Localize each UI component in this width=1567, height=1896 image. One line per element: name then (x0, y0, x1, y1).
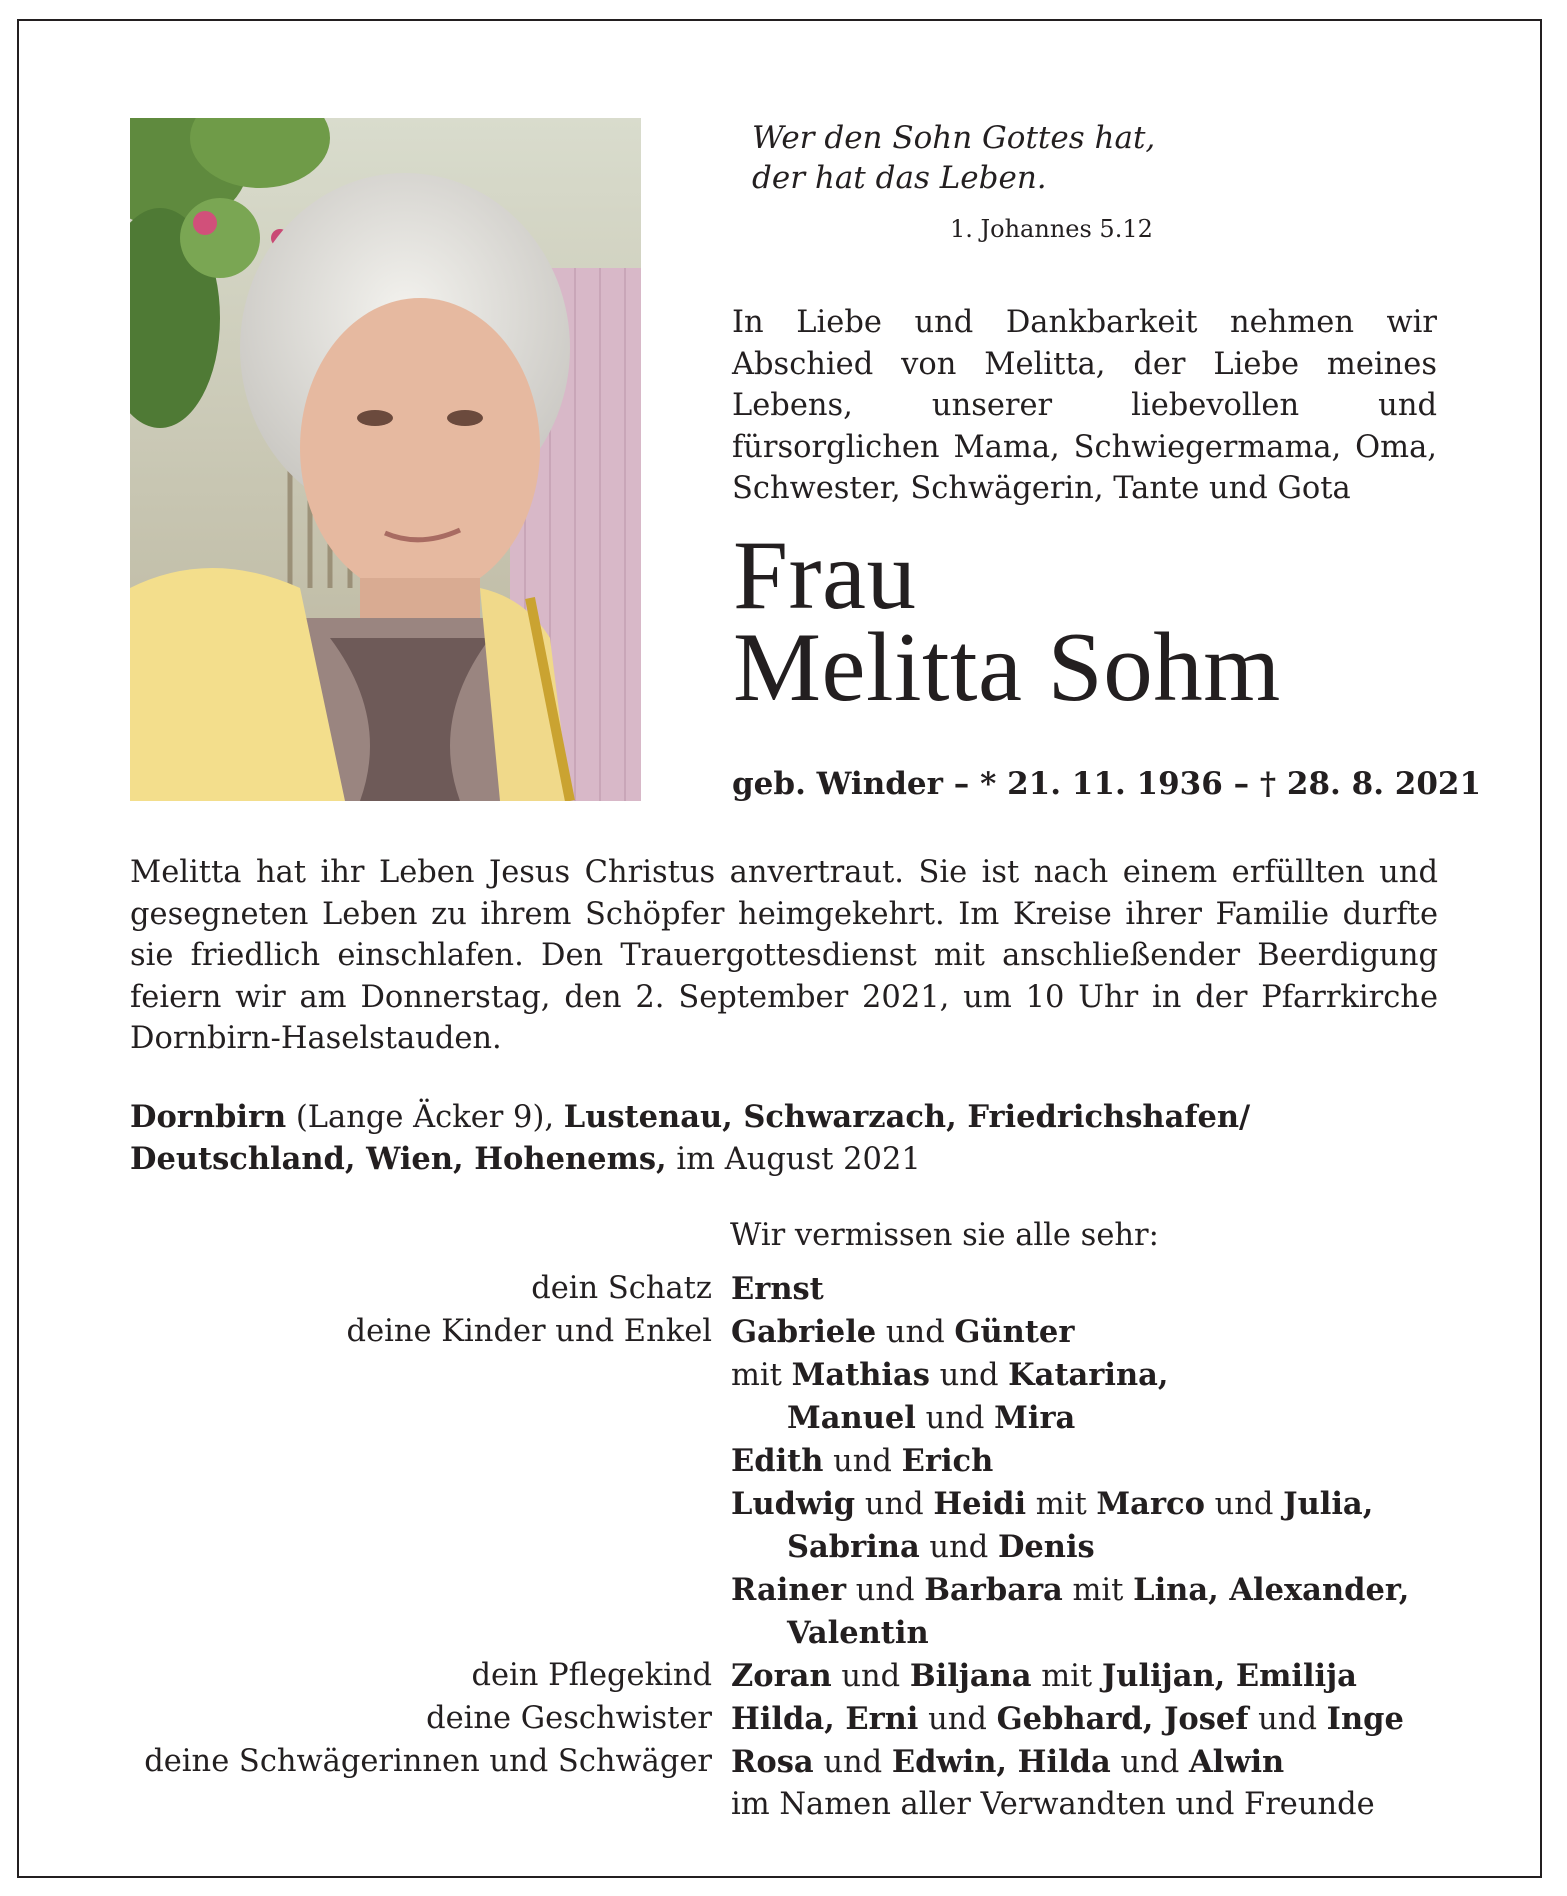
conjunction: mit (731, 1358, 782, 1393)
mourner-row (0, 1397, 1567, 1440)
mourner-label: deine Schwägerinnen und Schwäger (144, 1744, 712, 1779)
mourner-name: Katarina, (1008, 1357, 1169, 1393)
miss-line: Wir vermissen sie alle sehr: (730, 1218, 1159, 1253)
conjunction: mit (1035, 1487, 1087, 1522)
mourner-name: Edith (731, 1443, 824, 1479)
mourner-name: Mira (994, 1400, 1076, 1436)
conjunction: mit (1072, 1573, 1124, 1608)
intro-text: In Liebe und Dankbarkeit nehmen wir Abschied von Melitta, der Liebe meines Lebens, unserer liebevollen und fürsorglichen Mama, Schwiegermama, Oma, Schwester, Schwägerin, Tante und Gota (732, 305, 1437, 506)
mourner-name: Hilda, Erni (731, 1701, 919, 1737)
mourner-label: deine Geschwister (426, 1701, 712, 1736)
mourner-label: dein Schatz (531, 1271, 712, 1306)
mourner-name: Lina, Alexander, (1133, 1572, 1410, 1608)
mourner-name: Edwin, Hilda (891, 1744, 1111, 1780)
intro-paragraph (732, 302, 1437, 510)
mourner-row (0, 1569, 1567, 1612)
salutation: Frau (733, 521, 917, 630)
conjunction: und (823, 1745, 883, 1780)
mourner-name: Ludwig (731, 1486, 856, 1522)
mourner-row (0, 1698, 1567, 1741)
deceased-name-block (733, 521, 1281, 722)
conjunction: und (1258, 1702, 1317, 1737)
mourner-name: Denis (997, 1529, 1095, 1565)
conjunction: und (855, 1573, 915, 1608)
conjunction: und (1214, 1487, 1274, 1522)
mourner-name: Gebhard, Josef (996, 1701, 1249, 1737)
body-text: Melitta hat ihr Leben Jesus Christus anvertraut. Sie ist nach einem erfüllten und gesegneten Leben zu ihrem Schöpfer heimgekehrt. Im Kreise ihrer Familie durfte sie friedlich einschlafen. Den Trauergottesdienst mit anschließender Beerdigung feiern wir am Donnerstag, den 2. September 2021, um 10 Uhr in der Pfarrkirche Dornbirn-Haselstauden. (130, 855, 1438, 1056)
mourner-row (0, 1612, 1567, 1655)
deceased-name: Melitta Sohm (733, 613, 1281, 722)
mourner-row (0, 1311, 1567, 1354)
mourner-name: Rainer (731, 1572, 847, 1608)
mourner-label: deine Kinder und Enkel (346, 1314, 712, 1349)
mourner-name: Günter (954, 1314, 1075, 1350)
mourner-row (0, 1440, 1567, 1483)
mourner-name: Alwin (1188, 1744, 1285, 1780)
verse-line-1: Wer den Sohn Gottes hat, (752, 120, 1156, 156)
mourner-label: dein Pflegekind (471, 1658, 712, 1693)
place-town: Dornbirn (130, 1099, 287, 1135)
mourner-name: Mathias (791, 1357, 930, 1393)
conjunction: und (841, 1659, 901, 1694)
mourner-row (0, 1784, 1567, 1826)
verse-line-2: der hat das Leben. (752, 160, 1047, 196)
place-others-1: Lustenau, Schwarzach, Friedrichshafen/ (563, 1099, 1251, 1135)
birth-date: – * 21. 11. 1936 (953, 766, 1223, 802)
place-date: im August 2021 (666, 1141, 921, 1177)
portrait-photo (130, 118, 641, 801)
mourner-name: Valentin (787, 1615, 929, 1651)
mourner-name: Rosa (731, 1744, 814, 1780)
mourner-row (0, 1526, 1567, 1569)
mourner-name: Marco (1096, 1486, 1205, 1522)
verse-reference: 1. Johannes 5.12 (950, 215, 1153, 243)
place-others-2: Deutschland, Wien, Hohenems, (130, 1140, 667, 1177)
places-line (130, 1097, 1470, 1180)
mourner-name: Erich (901, 1443, 994, 1479)
mourner-name: Manuel (787, 1400, 916, 1436)
mourner-name: Inge (1326, 1701, 1404, 1737)
mourner-name: Julijan, Emilija (1101, 1658, 1357, 1694)
mourner-row (0, 1354, 1567, 1397)
mourner-name: Gabriele (731, 1314, 877, 1350)
death-date: – † 28. 8. 2021 (1233, 766, 1482, 802)
mourners-list (0, 1268, 1567, 1826)
mourner-name: Sabrina (787, 1529, 920, 1565)
mourner-name: Barbara (924, 1572, 1063, 1608)
conjunction: und (939, 1358, 999, 1393)
conjunction: und (885, 1315, 945, 1350)
mourner-row (0, 1483, 1567, 1526)
body-paragraph (130, 852, 1438, 1060)
mourner-name: Ernst (731, 1271, 824, 1307)
mourner-row (0, 1741, 1567, 1784)
mourner-name: Heidi (933, 1486, 1027, 1522)
place-address: (Lange Äcker 9), (286, 1100, 564, 1135)
mourner-row (0, 1268, 1567, 1311)
conjunction: und (925, 1401, 985, 1436)
life-dates (732, 766, 1481, 802)
conjunction: und (1120, 1745, 1180, 1780)
birth-name: geb. Winder (732, 766, 943, 802)
mourner-name: Biljana (909, 1658, 1032, 1694)
mourner-row (0, 1655, 1567, 1698)
bible-verse (752, 118, 1172, 198)
conjunction: und (928, 1702, 987, 1737)
closing-line: im Namen aller Verwandten und Freunde (731, 1787, 1375, 1822)
conjunction: und (929, 1530, 989, 1565)
conjunction: und (864, 1487, 924, 1522)
mourner-name: Julia, (1283, 1486, 1374, 1522)
conjunction: mit (1041, 1659, 1093, 1694)
mourner-name: Zoran (731, 1658, 832, 1694)
conjunction: und (833, 1444, 892, 1479)
